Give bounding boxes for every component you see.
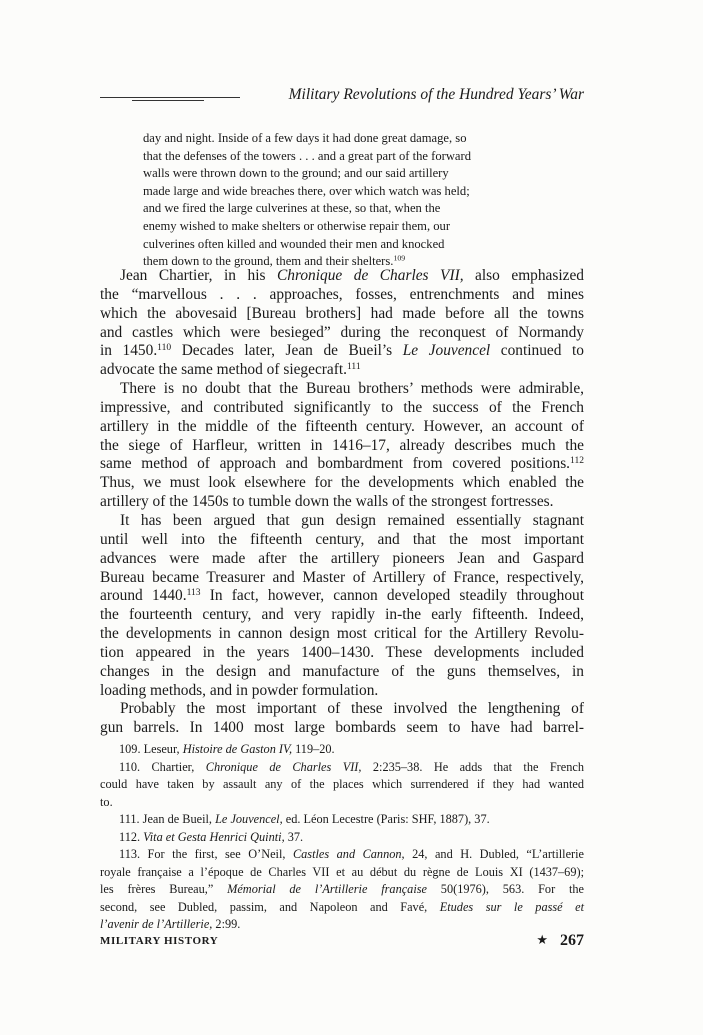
footnote-line: second, see Dubled, passim, and Napoleon and Favé, Etudes sur le passé et (100, 899, 584, 914)
body-line: It has been argued that gun design remained essentially stagnant (120, 511, 584, 529)
header-rule-short (132, 100, 204, 101)
quote-line: and we fired the large culverines at these, so that, when the (143, 201, 441, 216)
body-line: around 1440.$^{113}$ In fact, however, cannon developed steadily throughout (100, 587, 584, 605)
quote-line: culverines often killed and wounded their men and knocked (143, 236, 445, 251)
quote-line: that the defenses of the towers . . . and a great part of the forward (143, 148, 472, 163)
star-icon: ★ (536, 932, 548, 947)
footnotes (100, 741, 584, 934)
body-line: gun barrels. In 1400 most large bombards seem to have had barrel- (100, 719, 584, 737)
body-line: There is no doubt that the Bureau brothers’ methods were admirable, (120, 380, 584, 398)
body-line: impressive, and contributed significantly to the success of the French (100, 398, 584, 416)
body-line: same method of approach and bombardment from covered positions.$^{112}$ (100, 455, 584, 473)
quote-line: enemy wished to make shelters or otherwise repair them, our (143, 218, 451, 233)
running-head (100, 86, 584, 110)
body-line: until well into the fifteenth century, and that the most important (100, 530, 584, 548)
body-line: the fourteenth century, and very rapidly in-the early fifteenth. Indeed, (100, 606, 584, 624)
footnote-line: les frères Bureau,” Mémorial de l’Artillerie française 50(1976), 563. For the (100, 882, 585, 897)
footnote-112: 112. Vita et Gesta Henrici Quinti, 37. (119, 829, 304, 844)
footnote-line: could have taken by assault any of the places which surrendered if they had wanted (100, 777, 584, 792)
footer-right (536, 932, 584, 950)
quote-line: day and night. Inside of a few days it had done great damage, so (143, 131, 467, 145)
body-line: artillery of the 1450s to tumble down the walls of the strongest fortresses. (100, 493, 554, 511)
body-line: in 1450.$^{110}$ Decades later, Jean de Bueil’s Le Jouvencel continued to (100, 342, 585, 360)
footnote-109: 109. Leseur, Histoire de Gaston IV, 119–20. (119, 742, 335, 756)
footnote-ref-109[interactable]: 109 (393, 253, 406, 263)
footnote-111: 111. Jean de Bueil, Le Jouvencel, ed. Léon Lecestre (Paris: SHF, 1887), 37. (119, 812, 490, 827)
body-text (100, 267, 584, 738)
running-head-title: Military Revolutions of the Hundred Years’ War (288, 86, 584, 103)
footnote-ref-112[interactable]: 112 (570, 455, 584, 467)
block-quote (143, 130, 538, 271)
quote-line: them down to the ground, them and their shelters.$^{109}$ (143, 253, 406, 269)
footnote-113: 113. For the first, see O’Neil, Castles and Cannon, 24, and H. Dubled, “L’artillerie (119, 847, 585, 862)
footnote-ref-110[interactable]: 110 (157, 342, 172, 354)
body-line: the “marvellous . . . approaches, fosses, entrenchments and mines (100, 285, 584, 303)
body-line: the siege of Harfleur, written in 1416–17, already describes much the (100, 436, 584, 454)
footnote-ref-111[interactable]: 111 (347, 360, 361, 372)
body-line: Jean Chartier, in his Chronique de Charles VII, also emphasized (120, 267, 585, 284)
body-line: advocate the same method of siegecraft.$^{111}$ (100, 360, 361, 379)
footnote-line: l’avenir de l’Artillerie, 2:99. (100, 917, 241, 932)
body-line: the developments in cannon design most critical for the Artillery Revolu- (100, 625, 584, 643)
body-line: Probably the most important of these involved the lengthening of (120, 700, 584, 718)
quote-line: walls were thrown down to the ground; and our said artillery (143, 166, 449, 181)
page-footer (100, 932, 584, 952)
journal-name: MILITARY HISTORY (100, 935, 219, 947)
body-line: loading methods, and in powder formulation. (100, 681, 379, 699)
footnote-line: royale française a l’époque de Charles VII et au début du règne de Louis XI (1437–69); (100, 864, 584, 879)
page-number: 267 (560, 932, 584, 949)
header-rule (100, 97, 240, 98)
body-line: artillery in the middle of the fifteenth century. However, an account of (100, 417, 584, 435)
footnote-ref-113[interactable]: 113 (186, 587, 201, 599)
footnote-line: to. (100, 794, 113, 809)
body-line: which the abovesaid [Bureau brothers] had made before all the towns (100, 304, 584, 322)
body-line: Thus, we must look elsewhere for the developments which enabled the (100, 474, 584, 492)
body-line: tion appeared in the years 1400–1430. These developments included (100, 643, 584, 661)
body-line: changes in the design and manufacture of the guns themselves, in (100, 662, 584, 680)
quote-line: made large and wide breaches there, over which watch was held; (143, 183, 470, 198)
body-line: advances were made after the artillery pioneers Jean and Gaspard (100, 549, 584, 567)
body-line: Bureau became Treasurer and Master of Artillery of France, respectively, (100, 568, 584, 586)
body-line: and castles which were besieged” during the reconquest of Normandy (100, 323, 584, 341)
footnote-110: 110. Chartier, Chronique de Charles VII, 2:235–38. He adds that the French (119, 759, 584, 774)
